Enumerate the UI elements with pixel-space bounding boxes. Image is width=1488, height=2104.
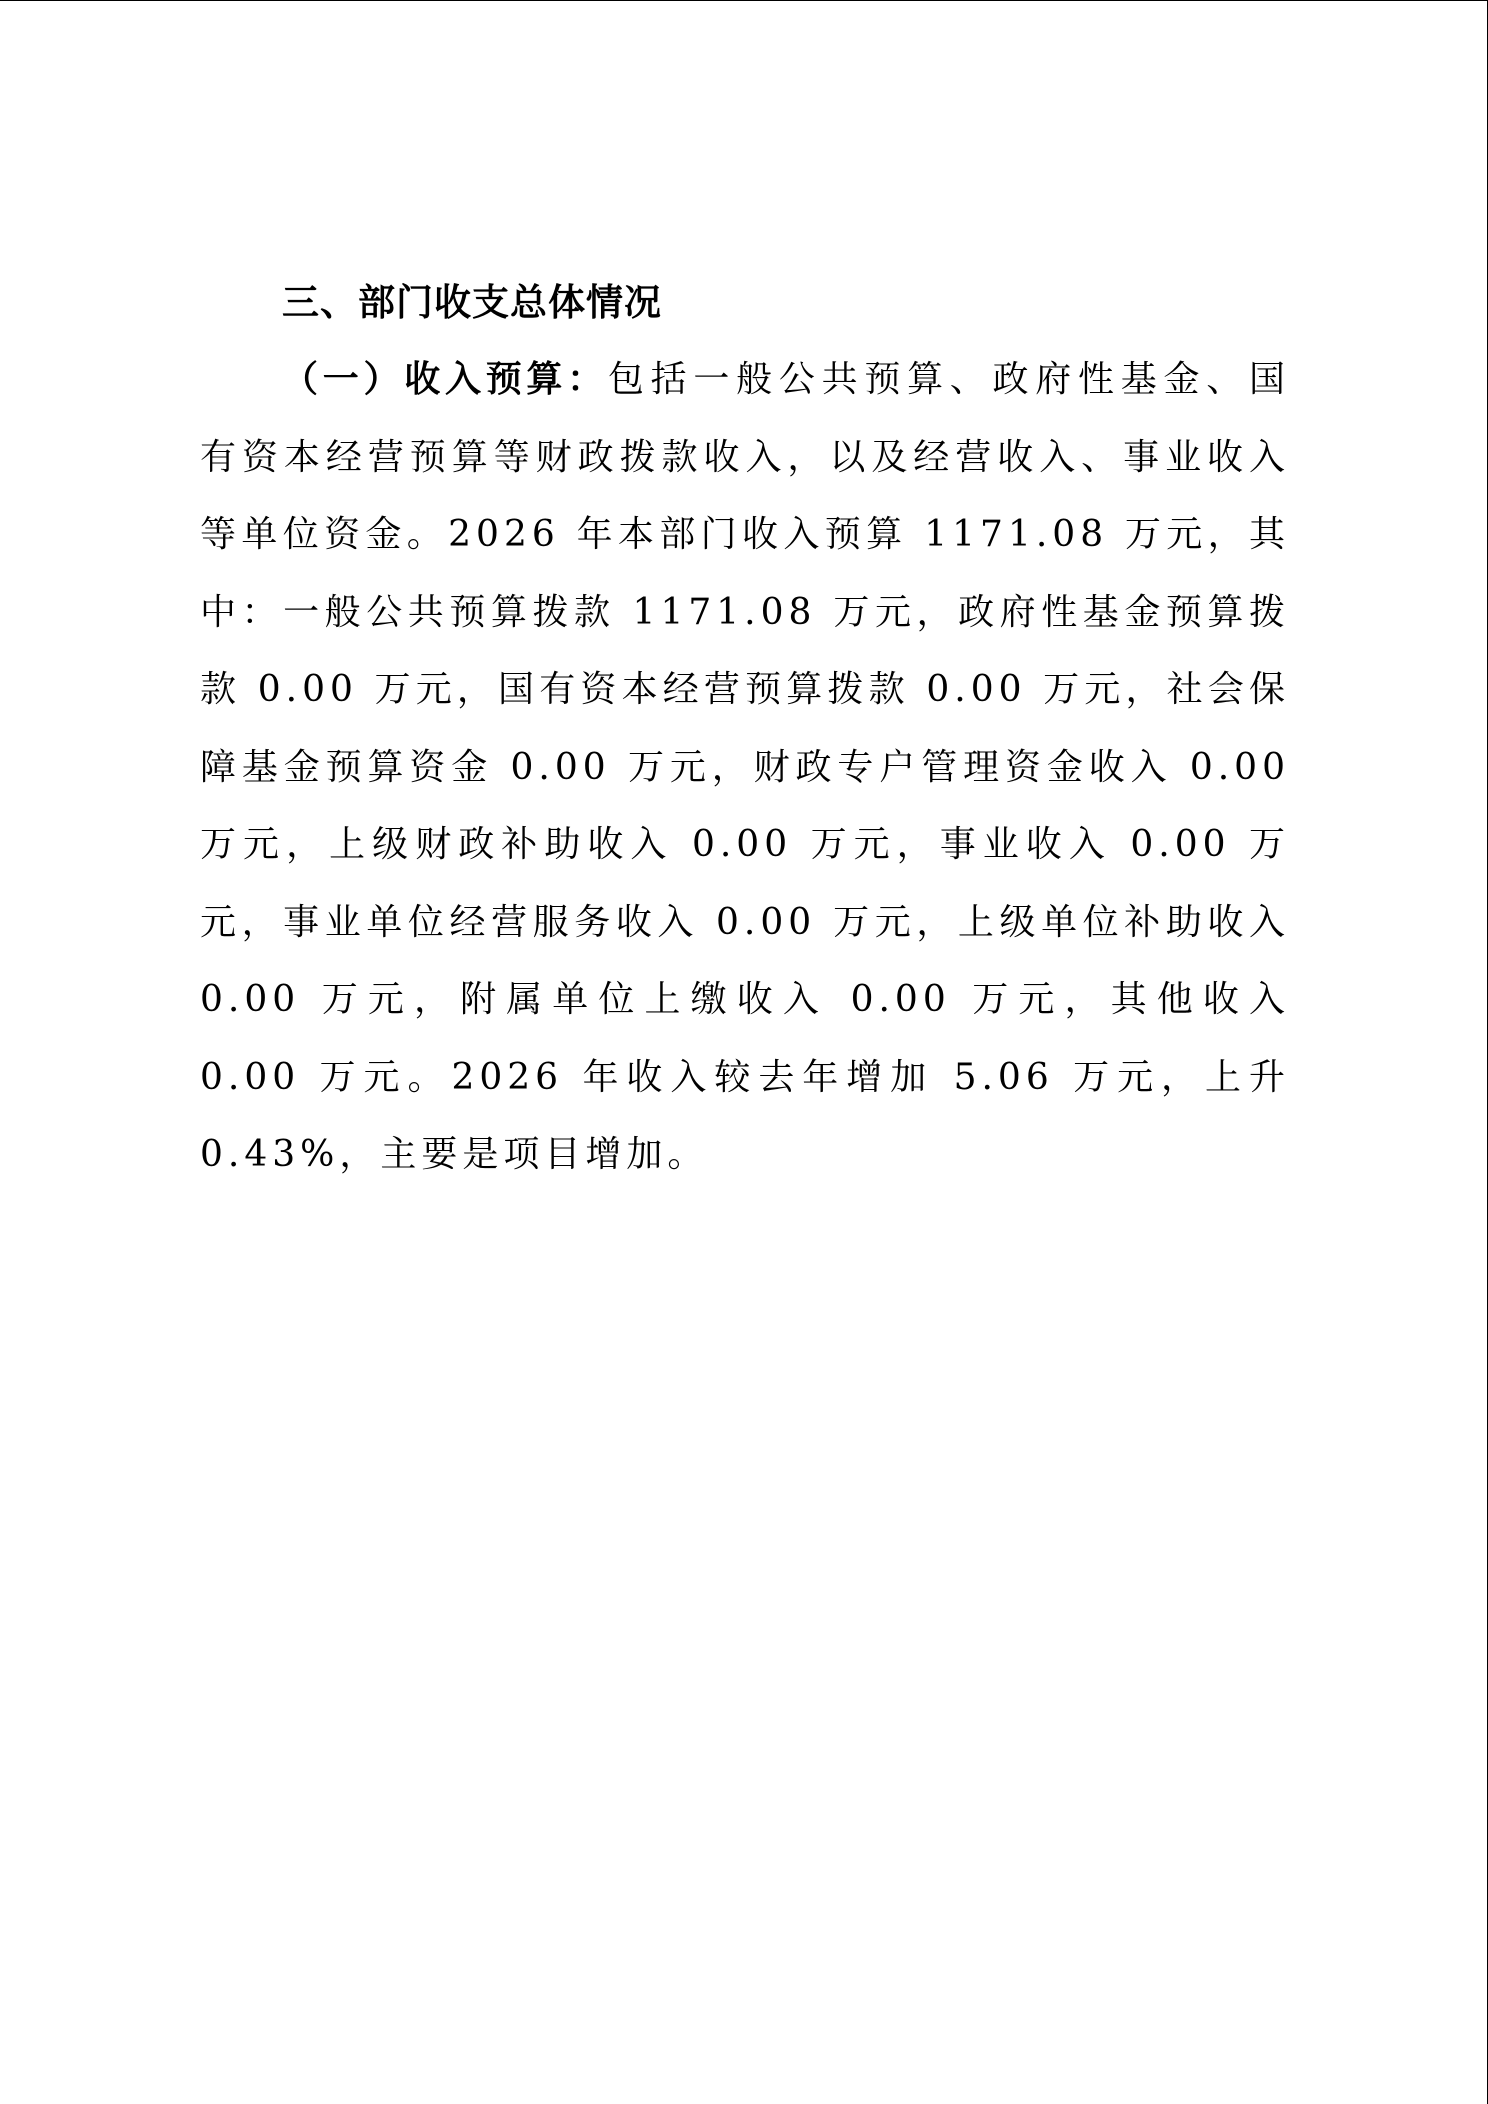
income-budget-paragraph	[200, 341, 1290, 1194]
subsection-label: （一）收入预算：	[282, 359, 608, 400]
section-heading: 三、部门收支总体情况	[282, 281, 662, 324]
document-content	[200, 271, 1290, 1194]
income-budget-text: 包括一般公共预算、政府性基金、国有资本经营预算等财政拨款收入，以及经营收入、事业收入等单位资金。2026 年本部门收入预算 1171.08 万元，其中：一般公共预算拨款 1171.08 万元，政府性基金预算拨款 0.00 万元，国有资本经营预算拨款 0.00 万元，社会保障基金预算资金 0.00 万元，财政专户管理资金收入 0.00 万元，上级财政补助收入 0.00 万元，事业收入 0.00 万元，事业单位经营服务收入 0.00 万元，上级单位补助收入 0.00 万元，附属单位上缴收入 0.00 万元，其他收入 0.00 万元。2026 年收入较去年增加 5.06 万元，上升 0.43%，主要是项目增加。	[200, 359, 1290, 1175]
